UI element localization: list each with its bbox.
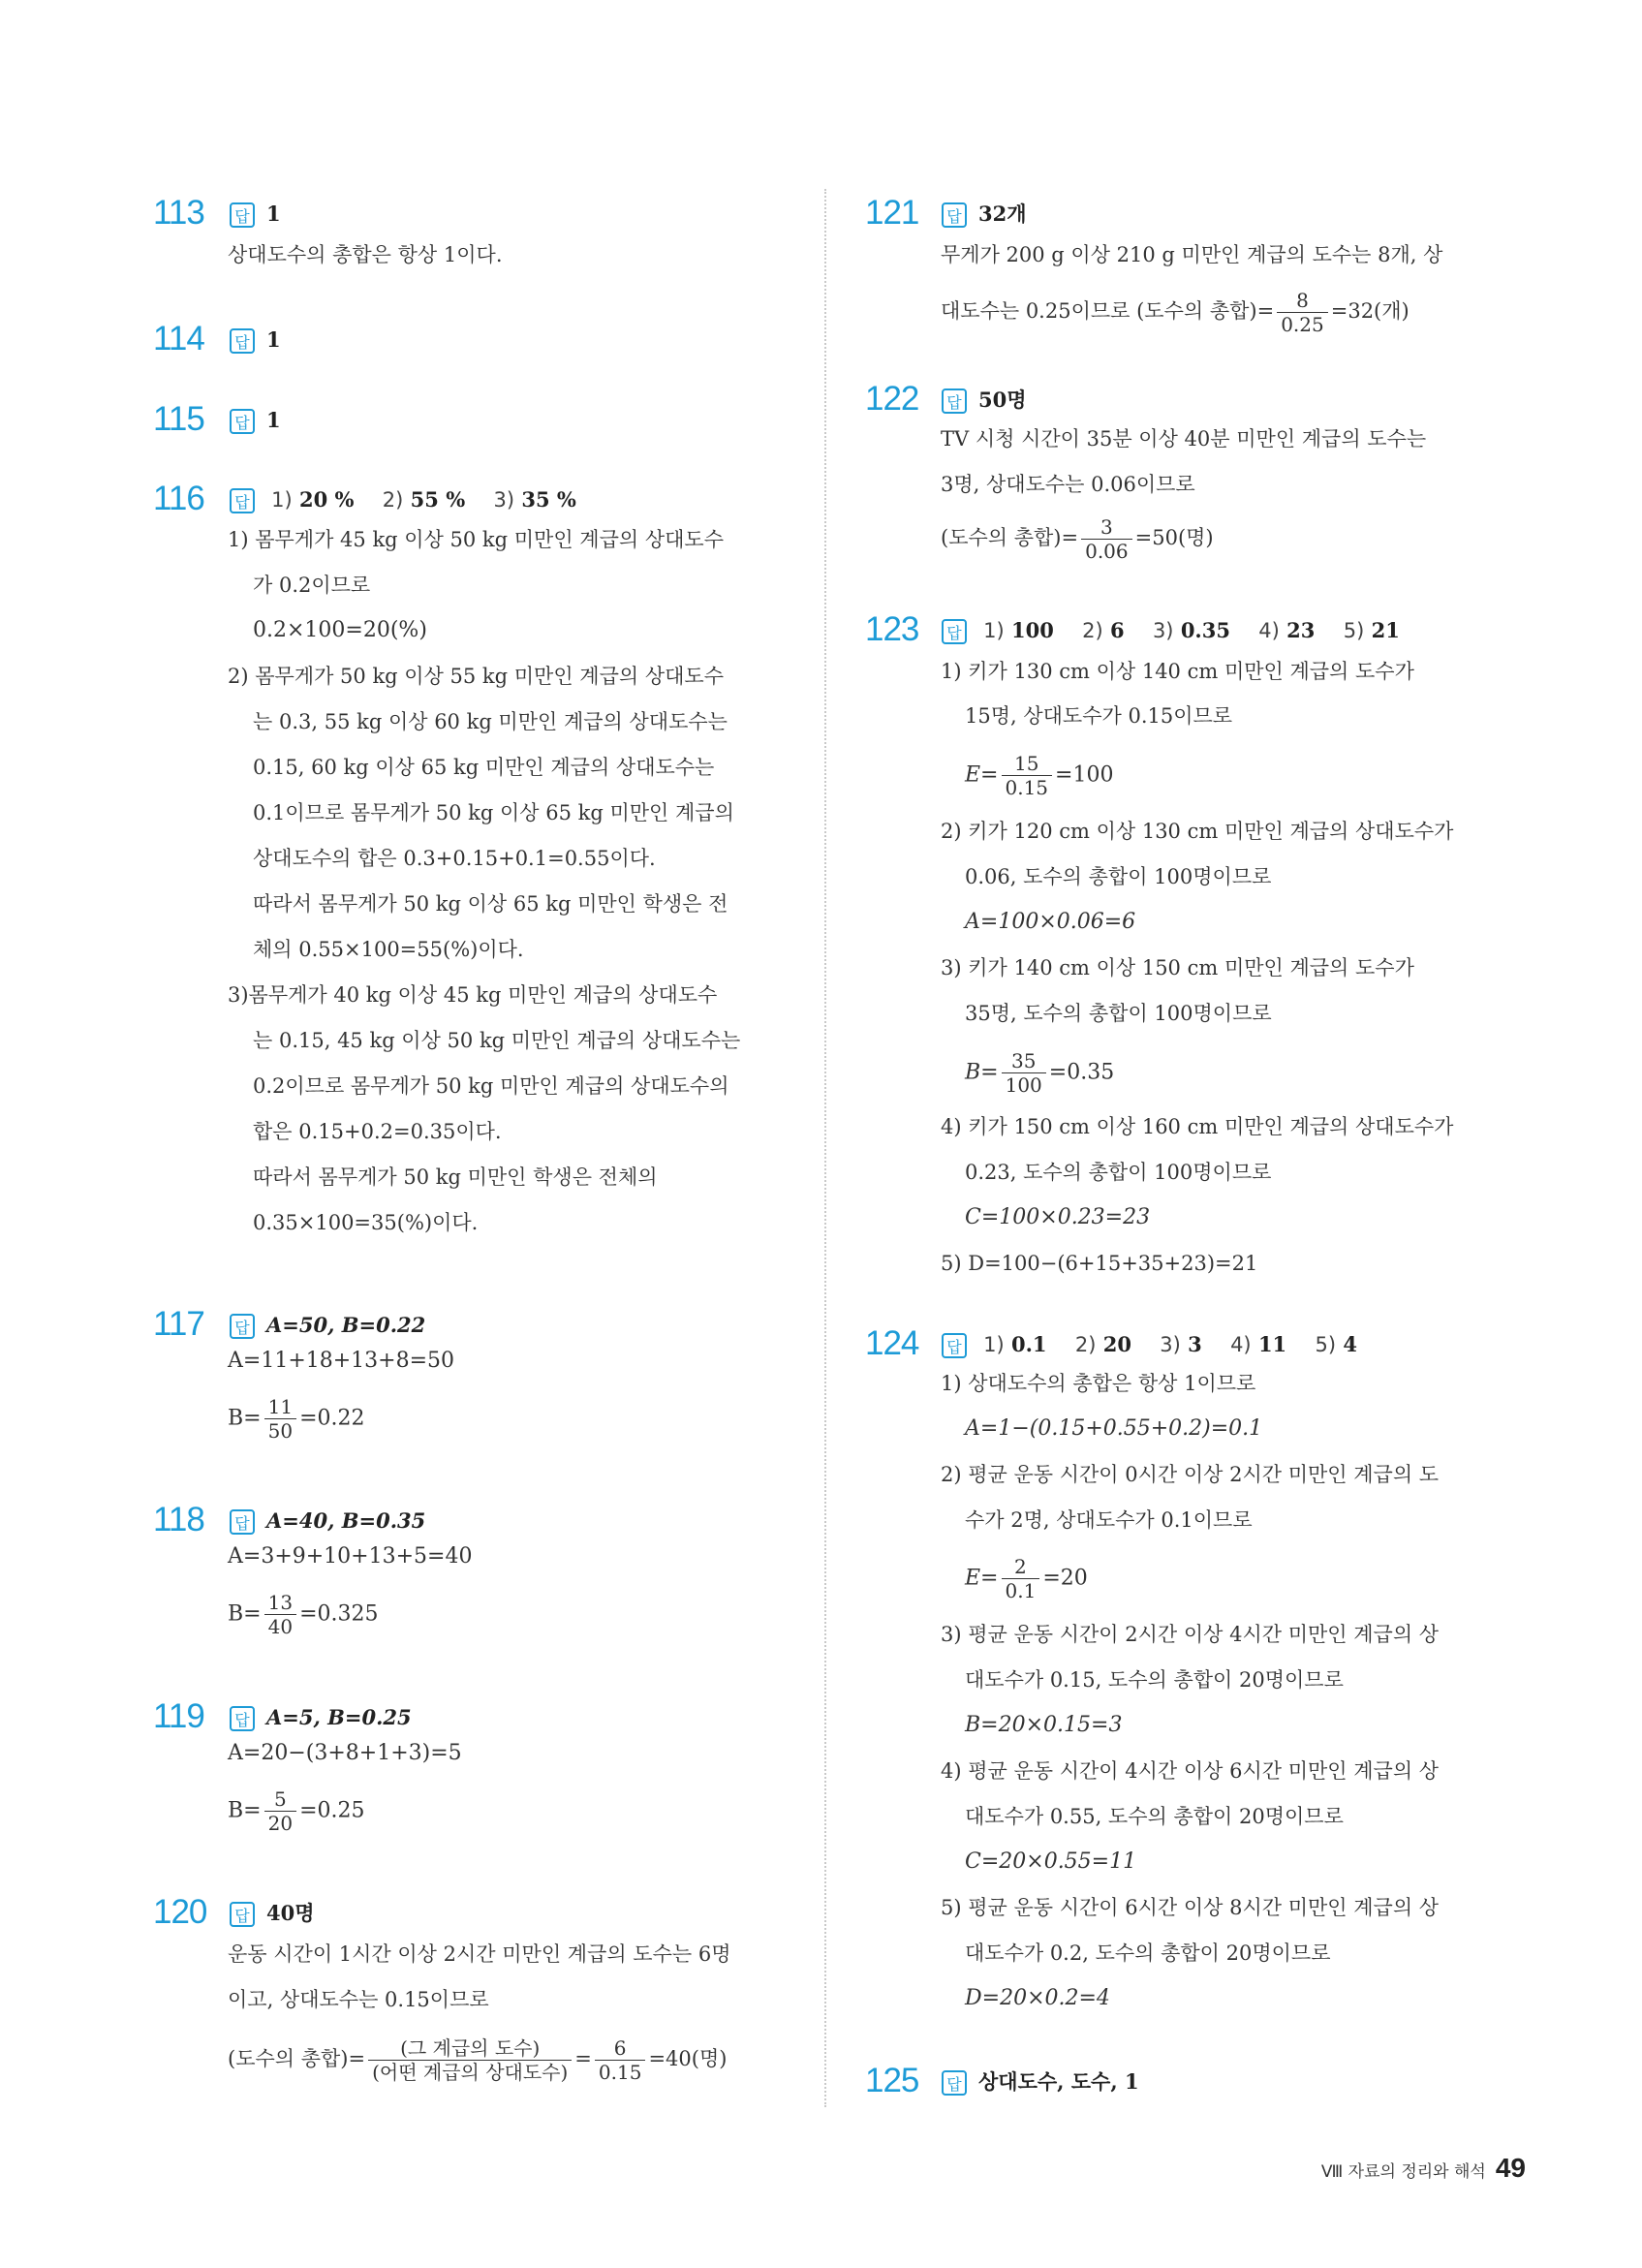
fraction-equation: (도수의 총합)= $\frac{\text{(그 계급의 도수)}}{\text{(어떤 계급의 상대도수)}}$ = $\frac{6}{0.15}$ =40(명) (228, 2036, 728, 2084)
solution-line: 무게가 200 g 이상 210 g 미만인 계급의 도수는 8개, 상 (941, 243, 1443, 266)
answer-line (230, 1701, 412, 1734)
solution-line: 0.06, 도수의 총합이 100명이므로 (965, 865, 1272, 888)
solution-equation: 0.2×100=20(%) (253, 618, 427, 642)
fraction: $\frac{2}{0.1}$ (1002, 1555, 1040, 1602)
solution-line: 대도수가 0.15, 도수의 총합이 20명이므로 (965, 1668, 1344, 1692)
answer: 1 (266, 408, 281, 432)
solution-line: 2) 키가 120 cm 이상 130 cm 미만인 계급의 상대도수가 (941, 820, 1454, 843)
fraction: $\frac{5}{20}$ (264, 1787, 296, 1835)
problem-number: 119 (153, 1697, 204, 1735)
fraction-equation: B= $\frac{5}{20}$ =0.25 (228, 1787, 365, 1835)
chapter-title: Ⅷ 자료의 정리와 해석 (1320, 2162, 1486, 2182)
solution-line: 합은 0.15+0.2=0.35이다. (253, 1120, 502, 1143)
solution-equation: A=20−(3+8+1+3)=5 (228, 1741, 462, 1765)
solution-line: 1) 키가 130 cm 이상 140 cm 미만인 계급의 도수가 (941, 660, 1414, 683)
solution-line: 3) 키가 140 cm 이상 150 cm 미만인 계급의 도수가 (941, 956, 1414, 979)
answer: 50명 (978, 388, 1027, 412)
fraction-equation: 대도수는 0.25이므로 (도수의 총합)= $\frac{8}{0.25}$ =32(개) (941, 289, 1410, 336)
problem-number: 115 (153, 400, 204, 438)
problem-number: 122 (865, 380, 919, 418)
fraction-equation: B= $\frac{11}{50}$ =0.22 (228, 1395, 365, 1443)
solution-equation: A=3+9+10+13+5=40 (228, 1544, 473, 1569)
problem-number: 113 (153, 194, 204, 232)
problem-number: 125 (865, 2062, 919, 2099)
fraction-equation: B= $\frac{13}{40}$ =0.325 (228, 1591, 379, 1638)
answer: 1) 0.1 2) 20 3) 3 4) 11 5) 4 (983, 1332, 1357, 1356)
solution-line: 운동 시간이 1시간 이상 2시간 미만인 계급의 도수는 6명 (228, 1942, 731, 1966)
solution-line: 2) 평균 운동 시간이 0시간 이상 2시간 미만인 계급의 도 (941, 1463, 1440, 1486)
problem-number: 114 (153, 320, 204, 357)
page-number: 49 (1495, 2153, 1526, 2183)
answer-line (942, 1328, 1379, 1361)
answer-badge: 답 (230, 328, 255, 354)
solution-line: 는 0.3, 55 kg 이상 60 kg 미만인 계급의 상대도수는 (253, 710, 728, 733)
solution-line: 수가 2명, 상대도수가 0.1이므로 (965, 1508, 1253, 1532)
solution-line: 상대도수의 총합은 항상 1이다. (228, 243, 503, 266)
answer-line (230, 483, 598, 516)
problem-number: 123 (865, 610, 919, 648)
solution-line: TV 시청 시간이 35분 이상 40분 미만인 계급의 도수는 (941, 427, 1427, 450)
solution-line: 따라서 몸무게가 50 kg 이상 65 kg 미만인 학생은 전 (253, 892, 728, 916)
solution-line: 0.35×100=35(%)이다. (253, 1211, 479, 1234)
solution-equation: A=100×0.06=6 (965, 910, 1136, 934)
answer-badge: 답 (230, 488, 255, 513)
answer: 40명 (266, 1901, 315, 1925)
solution-equation: D=20×0.2=4 (965, 1986, 1110, 2010)
solution-equation: C=20×0.55=11 (965, 1849, 1137, 1874)
problem-number: 121 (865, 194, 919, 232)
answer-line (230, 324, 281, 357)
fraction-equation: E= $\frac{15}{0.15}$ =100 (965, 752, 1114, 799)
answer-line (230, 1505, 425, 1538)
fraction-equation: E= $\frac{2}{0.1}$ =20 (965, 1555, 1088, 1602)
answer-badge: 답 (230, 1706, 255, 1731)
solution-line: 대도수가 0.55, 도수의 총합이 20명이므로 (965, 1805, 1344, 1828)
solution-line: 15명, 상대도수가 0.15이므로 (965, 704, 1233, 728)
fraction: $\frac{13}{40}$ (264, 1591, 296, 1638)
problem-number: 116 (153, 480, 204, 517)
answer-badge: 답 (230, 1902, 255, 1927)
solution-equation: A=1−(0.15+0.55+0.2)=0.1 (965, 1416, 1263, 1441)
solution-line: 3)몸무게가 40 kg 이상 45 kg 미만인 계급의 상대도수 (228, 983, 718, 1007)
answer: 상대도수, 도수, 1 (978, 2069, 1139, 2094)
solution-line: 5) 평균 운동 시간이 6시간 이상 8시간 미만인 계급의 상 (941, 1896, 1440, 1919)
solution-line: 5) D=100−(6+15+35+23)=21 (941, 1252, 1258, 1275)
problem-number: 117 (153, 1305, 204, 1343)
answer-line (230, 198, 281, 231)
solution-line: 체의 0.55×100=55(%)이다. (253, 938, 524, 961)
answer-line (230, 1897, 315, 1930)
solution-line: 0.1이므로 몸무게가 50 kg 이상 65 kg 미만인 계급의 (253, 801, 734, 824)
answer-line (942, 198, 1027, 231)
solution-line: 0.15, 60 kg 이상 65 kg 미만인 계급의 상대도수는 (253, 756, 715, 779)
answer-line (942, 384, 1027, 417)
answer-badge: 답 (942, 202, 967, 228)
answer-badge: 답 (942, 388, 967, 414)
solution-line: 0.23, 도수의 총합이 100명이므로 (965, 1161, 1272, 1184)
answer-badge: 답 (230, 202, 255, 228)
answer: A=5, B=0.25 (266, 1705, 412, 1729)
solution-line: 상대도수의 합은 0.3+0.15+0.1=0.55이다. (253, 847, 656, 870)
problem-number: 124 (865, 1324, 919, 1362)
solution-line: 는 0.15, 45 kg 이상 50 kg 미만인 계급의 상대도수는 (253, 1029, 741, 1052)
fraction: $\frac{3}{0.06}$ (1081, 515, 1132, 563)
answer-badge: 답 (942, 619, 967, 644)
solution-line: 4) 키가 150 cm 이상 160 cm 미만인 계급의 상대도수가 (941, 1115, 1454, 1138)
solution-equation: B=20×0.15=3 (965, 1713, 1123, 1737)
fraction: $\frac{11}{50}$ (264, 1395, 296, 1443)
solution-line: 대도수가 0.2, 도수의 총합이 20명이므로 (965, 1942, 1331, 1965)
solution-line: 따라서 몸무게가 50 kg 미만인 학생은 전체의 (253, 1165, 658, 1189)
answer: A=50, B=0.22 (266, 1313, 426, 1337)
solution-line: 이고, 상대도수는 0.15이므로 (228, 1988, 489, 2011)
answer-badge: 답 (942, 1333, 967, 1358)
fraction: $\frac{\text{(그 계급의 도수)}}{\text{(어떤 계급의 상대도수)}}$ (368, 2036, 572, 2084)
fraction: $\frac{8}{0.25}$ (1277, 289, 1328, 336)
answer: 1) 20 % 2) 55 % 3) 35 % (271, 487, 576, 512)
answer-line (230, 404, 281, 437)
answer-badge: 답 (230, 409, 255, 434)
solution-equation: C=100×0.23=23 (965, 1205, 1151, 1229)
solution-line: 1) 몸무게가 45 kg 이상 50 kg 미만인 계급의 상대도수 (228, 528, 724, 551)
answer-badge: 답 (230, 1314, 255, 1339)
answer-badge: 답 (942, 2070, 967, 2096)
solution-line: 가 0.2이므로 (253, 574, 371, 597)
answer-line (942, 2066, 1139, 2098)
solution-line: 3명, 상대도수는 0.06이므로 (941, 473, 1195, 496)
problem-number: 118 (153, 1501, 204, 1538)
solution-line: 3) 평균 운동 시간이 2시간 이상 4시간 미만인 계급의 상 (941, 1623, 1440, 1646)
solution-line: 2) 몸무게가 50 kg 이상 55 kg 미만인 계급의 상대도수 (228, 665, 724, 688)
fraction: $\frac{35}{100}$ (1002, 1049, 1046, 1097)
fraction-equation: B= $\frac{35}{100}$ =0.35 (965, 1049, 1115, 1097)
answer: A=40, B=0.35 (266, 1508, 426, 1533)
solution-line: 35명, 도수의 총합이 100명이므로 (965, 1002, 1272, 1025)
solution-line: 4) 평균 운동 시간이 4시간 이상 6시간 미만인 계급의 상 (941, 1759, 1440, 1783)
answer-line (942, 614, 1421, 647)
page-footer (1321, 2153, 1526, 2184)
solution-equation: A=11+18+13+8=50 (228, 1349, 455, 1373)
solution-line: 1) 상대도수의 총합은 항상 1이므로 (941, 1372, 1256, 1395)
fraction: $\frac{15}{0.15}$ (1002, 752, 1053, 799)
fraction-equation: (도수의 총합)= $\frac{3}{0.06}$ =50(명) (941, 515, 1214, 563)
answer: 1 (266, 202, 281, 226)
answer-line (230, 1309, 425, 1342)
answer: 1) 100 2) 6 3) 0.35 4) 23 5) 21 (983, 618, 1400, 642)
answer: 1 (266, 327, 281, 352)
problem-number: 120 (153, 1893, 207, 1931)
column-divider (824, 189, 826, 2107)
solution-line: 0.2이므로 몸무게가 50 kg 미만인 계급의 상대도수의 (253, 1074, 729, 1098)
answer-badge: 답 (230, 1509, 255, 1535)
answer: 32개 (978, 202, 1027, 226)
fraction: $\frac{6}{0.15}$ (595, 2036, 646, 2084)
